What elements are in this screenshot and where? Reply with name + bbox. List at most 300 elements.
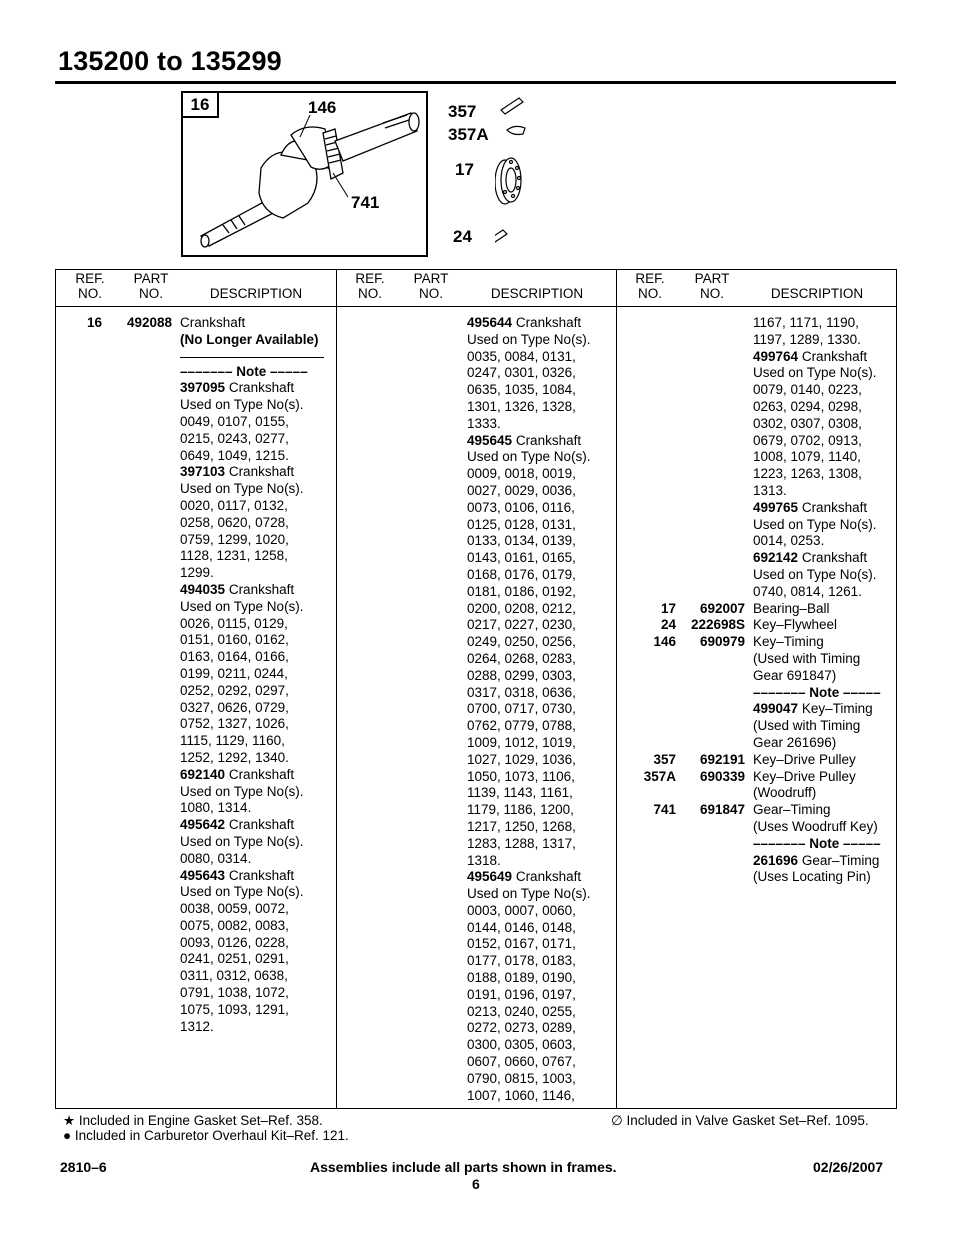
description-line xyxy=(467,433,591,450)
flywheel-key-icon xyxy=(495,230,507,242)
description-line xyxy=(180,1002,324,1019)
description-line xyxy=(753,399,881,416)
description-line xyxy=(467,735,591,752)
description-text: 1075, 1093, 1291, xyxy=(180,1001,289,1017)
description-text: 0213, 0240, 0255, xyxy=(467,1003,576,1019)
description-text: Crankshaft xyxy=(512,432,582,448)
description-line xyxy=(753,382,881,399)
description-line xyxy=(467,1071,591,1088)
description-line xyxy=(753,617,881,634)
description-line xyxy=(753,701,881,718)
ball-bearing-icon xyxy=(495,158,521,204)
description-text: Gear–Timing xyxy=(753,802,831,818)
description-column-2 xyxy=(467,315,591,1104)
description-line xyxy=(180,532,324,549)
description-line xyxy=(180,448,324,465)
description-text: 0241, 0251, 0291, xyxy=(180,951,289,967)
description-line xyxy=(753,651,881,668)
description-text: (Uses Woodruff Key) xyxy=(753,818,878,834)
description-line xyxy=(467,567,591,584)
description-line xyxy=(753,769,881,786)
footnote-carburetor-kit: ● Included in Carburetor Overhaul Kit–Ref. 121. xyxy=(63,1128,349,1143)
description-line xyxy=(180,565,324,582)
footnote-engine-gasket: ★ Included in Engine Gasket Set–Ref. 358. xyxy=(63,1113,323,1128)
alternate-part-number: 499764 xyxy=(753,348,799,364)
description-line xyxy=(467,785,591,802)
description-text: 0635, 1035, 1084, xyxy=(467,382,576,398)
description-line xyxy=(753,685,881,702)
description-line xyxy=(180,716,324,733)
description-text: 0252, 0292, 0297, xyxy=(180,682,289,698)
description-line xyxy=(467,718,591,735)
description-line xyxy=(467,483,591,500)
description-line xyxy=(180,968,324,985)
description-text: 0759, 1299, 1020, xyxy=(180,531,289,547)
description-text: Key–Timing xyxy=(798,701,873,717)
description-column-1 xyxy=(180,315,324,1035)
crankshaft-illustration-frame xyxy=(181,91,428,257)
header-part: PART NO. xyxy=(413,271,449,301)
description-line xyxy=(753,332,881,349)
description-text: 0073, 0106, 0116, xyxy=(467,499,575,515)
description-text: 0199, 0211, 0244, xyxy=(180,665,288,681)
alternate-part-number: 495645 xyxy=(467,432,513,448)
description-text: 0288, 0299, 0303, xyxy=(467,667,576,683)
description-line xyxy=(180,901,324,918)
description-text: 1313. xyxy=(753,482,787,498)
description-line xyxy=(467,1020,591,1037)
description-text: Crankshaft xyxy=(180,315,246,330)
description-line xyxy=(180,481,324,498)
description-line xyxy=(467,517,591,534)
description-text: Crankshaft xyxy=(512,869,582,885)
description-text: Used on Type No(s). xyxy=(467,449,591,465)
description-text: 1299. xyxy=(180,565,214,581)
description-line xyxy=(467,601,591,618)
description-text: Crankshaft xyxy=(225,867,295,883)
description-text: 1318. xyxy=(467,852,501,868)
part-number: 692191 xyxy=(699,751,745,767)
description-line xyxy=(753,869,881,886)
description-line xyxy=(180,464,324,481)
column-divider-2 xyxy=(616,270,617,1108)
description-line xyxy=(467,936,591,953)
description-text: 1115, 1129, 1160, xyxy=(180,733,285,749)
description-text: 0317, 0318, 0636, xyxy=(467,684,576,700)
description-line xyxy=(467,819,591,836)
description-line xyxy=(753,449,881,466)
ref-number: 357 xyxy=(653,751,676,767)
part-number: 492088 xyxy=(126,315,172,330)
description-line xyxy=(753,500,881,517)
description-line xyxy=(467,668,591,685)
description-text: Crankshaft xyxy=(512,315,582,330)
description-line xyxy=(753,785,881,802)
description-text: 0247, 0301, 0326, xyxy=(467,365,576,381)
description-line xyxy=(180,414,324,431)
description-text: 1128, 1231, 1258, xyxy=(180,548,288,564)
description-text: 0191, 0196, 0197, xyxy=(467,986,576,1002)
description-text: 0163, 0164, 0166, xyxy=(180,649,289,665)
description-line xyxy=(180,817,324,834)
description-text: Key–Flywheel xyxy=(753,617,838,633)
header-divider xyxy=(56,306,896,307)
description-text: 0249, 0250, 0256, xyxy=(467,634,576,650)
alternate-part-number: 499047 xyxy=(753,701,799,717)
description-line xyxy=(180,784,324,801)
description-line xyxy=(467,399,591,416)
description-line xyxy=(467,315,591,332)
description-text: (Uses Locating Pin) xyxy=(753,869,871,885)
description-line xyxy=(467,953,591,970)
description-line xyxy=(180,632,324,649)
description-text: Key–Timing xyxy=(753,634,824,650)
description-line xyxy=(753,433,881,450)
description-text: 0181, 0186, 0192, xyxy=(467,583,576,599)
description-text: 0188, 0189, 0190, xyxy=(467,970,576,986)
parts-table xyxy=(55,269,897,1109)
callout-357a: 357A xyxy=(448,125,489,144)
footer-note: Assemblies include all parts shown in frames. xyxy=(310,1159,617,1175)
alternate-part-number: 495642 xyxy=(180,817,226,833)
alternate-part-number: 261696 xyxy=(753,852,799,868)
description-text: Crankshaft xyxy=(798,550,868,566)
description-text: 0327, 0626, 0729, xyxy=(180,699,289,715)
description-text: 0752, 1327, 1026, xyxy=(180,716,289,732)
description-text: 0125, 0128, 0131, xyxy=(467,516,576,532)
description-line xyxy=(753,483,881,500)
description-text: 1007, 1060, 1146, xyxy=(467,1087,575,1103)
description-line xyxy=(180,1019,324,1036)
description-line xyxy=(753,836,881,853)
description-text: Used on Type No(s). xyxy=(467,886,591,902)
description-line xyxy=(467,701,591,718)
description-text: 0143, 0161, 0165, xyxy=(467,550,576,566)
description-text: 0075, 0082, 0083, xyxy=(180,917,289,933)
description-text: 1333. xyxy=(467,415,501,431)
description-line xyxy=(467,970,591,987)
description-text: 1223, 1263, 1308, xyxy=(753,466,862,482)
description-text: Used on Type No(s). xyxy=(753,566,877,582)
note-label: ––––––– Note ––––– xyxy=(753,835,881,851)
description-text: 1050, 1073, 1106, xyxy=(467,768,575,784)
description-line xyxy=(180,868,324,885)
description-line xyxy=(467,365,591,382)
description-text: 0009, 0018, 0019, xyxy=(467,466,576,482)
description-text: 0177, 0178, 0183, xyxy=(467,953,576,969)
description-text: 0217, 0227, 0230, xyxy=(467,617,576,633)
description-line xyxy=(180,951,324,968)
description-line xyxy=(753,349,881,366)
ref-number: 146 xyxy=(653,634,676,650)
description-text: Gear–Timing xyxy=(798,852,880,868)
description-text: Bearing–Ball xyxy=(753,600,830,616)
description-line xyxy=(180,332,324,349)
description-text: 1197, 1289, 1330. xyxy=(753,331,861,347)
description-line xyxy=(467,903,591,920)
description-line xyxy=(753,819,881,836)
description-text: 0080, 0314. xyxy=(180,850,252,866)
description-text: 0151, 0160, 0162, xyxy=(180,632,289,648)
description-line xyxy=(180,649,324,666)
description-text: 0258, 0620, 0728, xyxy=(180,514,289,530)
description-text: Used on Type No(s). xyxy=(180,481,304,497)
description-text: Crankshaft xyxy=(225,766,295,782)
description-line xyxy=(467,617,591,634)
description-line xyxy=(467,752,591,769)
description-text: 1080, 1314. xyxy=(180,800,252,816)
description-text: 0144, 0146, 0148, xyxy=(467,919,576,935)
description-text: 0049, 0107, 0155, xyxy=(180,413,289,429)
description-text: 1217, 1250, 1268, xyxy=(467,818,576,834)
description-text: 0762, 0779, 0788, xyxy=(467,718,576,734)
part-number: 690979 xyxy=(699,634,745,650)
header-description: DESCRIPTION xyxy=(490,286,584,301)
description-text: Used on Type No(s). xyxy=(753,365,877,381)
description-line xyxy=(180,515,324,532)
description-line xyxy=(467,1088,591,1105)
ref-number: 17 xyxy=(660,600,676,616)
description-text: Crankshaft xyxy=(225,581,295,597)
ref-number: 16 xyxy=(86,315,102,330)
description-text: Crankshaft xyxy=(798,499,868,515)
description-line xyxy=(753,802,881,819)
description-text: (Used with Timing xyxy=(753,718,861,734)
description-text: 1301, 1326, 1328, xyxy=(467,398,576,414)
description-text: (No Longer Available) xyxy=(180,331,319,347)
description-line xyxy=(180,548,324,565)
frame-number: 16 xyxy=(183,93,219,118)
description-text: 0649, 1049, 1215. xyxy=(180,447,289,463)
description-text: 0026, 0115, 0129, xyxy=(180,615,288,631)
description-line xyxy=(180,431,324,448)
description-line xyxy=(467,802,591,819)
description-text: Used on Type No(s). xyxy=(180,884,304,900)
description-line xyxy=(180,364,324,381)
description-text: 0133, 0134, 0139, xyxy=(467,533,576,549)
description-line xyxy=(180,935,324,952)
description-line xyxy=(753,601,881,618)
description-line xyxy=(180,599,324,616)
description-line xyxy=(180,750,324,767)
description-text: Key–Drive Pulley xyxy=(753,751,856,767)
description-line xyxy=(180,498,324,515)
header-ref: REF. NO. xyxy=(635,271,665,301)
description-line xyxy=(467,332,591,349)
description-line xyxy=(467,836,591,853)
description-line xyxy=(753,584,881,601)
header-part: PART NO. xyxy=(133,271,169,301)
description-text: 0003, 0007, 0060, xyxy=(467,902,576,918)
page-number: 6 xyxy=(472,1176,480,1192)
description-line xyxy=(180,666,324,683)
description-line xyxy=(467,920,591,937)
description-line xyxy=(467,634,591,651)
description-line xyxy=(467,584,591,601)
description-line xyxy=(180,851,324,868)
ref-number: 357A xyxy=(643,768,676,784)
description-text: 0038, 0059, 0072, xyxy=(180,901,289,917)
description-line xyxy=(753,315,881,332)
description-text: 0093, 0126, 0228, xyxy=(180,934,289,950)
description-text: (Used with Timing xyxy=(753,650,861,666)
description-text: Used on Type No(s). xyxy=(467,331,591,347)
description-text: 0302, 0307, 0308, xyxy=(753,415,862,431)
alternate-part-number: 494035 xyxy=(180,581,226,597)
description-line xyxy=(467,1037,591,1054)
callout-741: 741 xyxy=(351,193,380,212)
description-line xyxy=(180,683,324,700)
description-text: 1283, 1288, 1317, xyxy=(467,835,576,851)
description-text: 0215, 0243, 0277, xyxy=(180,430,289,446)
description-text: Gear 691847) xyxy=(753,667,837,683)
description-line xyxy=(180,834,324,851)
header-part: PART NO. xyxy=(694,271,730,301)
description-line xyxy=(753,365,881,382)
header-ref: REF. NO. xyxy=(355,271,385,301)
description-line xyxy=(467,349,591,366)
description-text: 0264, 0268, 0283, xyxy=(467,650,576,666)
description-line xyxy=(467,987,591,1004)
description-text: 0311, 0312, 0638, xyxy=(180,968,288,984)
description-line xyxy=(753,634,881,651)
description-text: 1179, 1186, 1200, xyxy=(467,802,574,818)
description-line xyxy=(467,651,591,668)
description-text: Used on Type No(s). xyxy=(180,598,304,614)
header-description: DESCRIPTION xyxy=(209,286,303,301)
drive-pulley-key-icon xyxy=(501,98,523,114)
description-line xyxy=(467,769,591,786)
description-line xyxy=(180,918,324,935)
description-line xyxy=(753,752,881,769)
description-line xyxy=(753,466,881,483)
description-text: 0200, 0208, 0212, xyxy=(467,600,576,616)
description-line xyxy=(467,685,591,702)
description-text: 0790, 0815, 1003, xyxy=(467,1070,576,1086)
description-text: 0740, 0814, 1261. xyxy=(753,583,862,599)
description-text: Used on Type No(s). xyxy=(753,516,877,532)
description-text: Crankshaft xyxy=(225,464,295,480)
description-line xyxy=(467,449,591,466)
description-line xyxy=(180,733,324,750)
description-line xyxy=(753,550,881,567)
header-description: DESCRIPTION xyxy=(770,286,864,301)
part-number: 690339 xyxy=(699,768,745,784)
header-ref: REF. NO. xyxy=(75,271,105,301)
description-text: Crankshaft xyxy=(225,817,295,833)
description-text: Used on Type No(s). xyxy=(180,397,304,413)
alternate-part-number: 495644 xyxy=(467,315,513,330)
description-text: 0020, 0117, 0132, xyxy=(180,497,288,513)
alternate-part-number: 692140 xyxy=(180,766,226,782)
description-line xyxy=(180,582,324,599)
description-line xyxy=(467,853,591,870)
description-text: Crankshaft xyxy=(225,380,295,396)
description-line xyxy=(467,1054,591,1071)
description-text: 0679, 0702, 0913, xyxy=(753,432,862,448)
description-text: 0300, 0305, 0603, xyxy=(467,1037,576,1053)
alternate-part-number: 495643 xyxy=(180,867,226,883)
part-number: 692007 xyxy=(699,600,745,616)
callout-357: 357 xyxy=(448,102,477,121)
description-line xyxy=(180,616,324,633)
description-text: 0035, 0084, 0131, xyxy=(467,348,576,364)
description-line xyxy=(180,315,324,332)
part-number: 691847 xyxy=(699,802,745,818)
alternate-part-number: 495649 xyxy=(467,869,513,885)
description-text: 0027, 0029, 0036, xyxy=(467,482,576,498)
description-text: 1167, 1171, 1190, xyxy=(753,315,859,330)
description-line xyxy=(753,533,881,550)
crankshaft-drawing xyxy=(183,93,426,255)
description-line xyxy=(180,884,324,901)
description-text: Gear 261696) xyxy=(753,734,837,750)
description-line xyxy=(753,735,881,752)
description-line xyxy=(753,668,881,685)
footnote-valve-gasket: ∅ Included in Valve Gasket Set–Ref. 1095. xyxy=(611,1113,869,1128)
title-rule xyxy=(55,81,896,84)
alternate-part-number: 397103 xyxy=(180,464,226,480)
description-text: 1009, 1012, 1019, xyxy=(467,734,576,750)
description-text: 1252, 1292, 1340. xyxy=(180,749,289,765)
separator-line xyxy=(180,357,324,358)
description-text: 1008, 1079, 1140, xyxy=(753,449,861,465)
description-text: 0607, 0660, 0767, xyxy=(467,1054,576,1070)
description-text: Key–Drive Pulley xyxy=(753,768,856,784)
description-text: 0700, 0717, 0730, xyxy=(467,701,576,717)
description-line xyxy=(180,380,324,397)
description-line xyxy=(467,869,591,886)
description-line xyxy=(753,517,881,534)
description-text: 0152, 0167, 0171, xyxy=(467,936,576,952)
description-line xyxy=(467,886,591,903)
description-text: 1312. xyxy=(180,1018,214,1034)
description-line xyxy=(467,416,591,433)
description-text: 1027, 1029, 1036, xyxy=(467,751,576,767)
callout-24: 24 xyxy=(453,227,472,246)
description-text: 1139, 1143, 1161, xyxy=(467,785,573,801)
description-line xyxy=(467,466,591,483)
description-text: 0272, 0273, 0289, xyxy=(467,1020,576,1036)
description-text: Crankshaft xyxy=(798,348,868,364)
note-label: ––––––– Note ––––– xyxy=(180,363,308,379)
description-text: Used on Type No(s). xyxy=(180,783,304,799)
description-line xyxy=(753,416,881,433)
description-line xyxy=(753,853,881,870)
description-text: 0791, 1038, 1072, xyxy=(180,985,289,1001)
description-line xyxy=(467,382,591,399)
description-line xyxy=(467,1004,591,1021)
document-number: 2810–6 xyxy=(60,1159,107,1175)
description-line xyxy=(467,550,591,567)
description-line xyxy=(180,800,324,817)
part-number: 222698S xyxy=(690,617,745,633)
description-text: 0168, 0176, 0179, xyxy=(467,566,576,582)
description-line xyxy=(753,718,881,735)
note-label: ––––––– Note ––––– xyxy=(753,684,881,700)
column-divider-1 xyxy=(336,270,337,1108)
description-text: 0263, 0294, 0298, xyxy=(753,398,862,414)
description-text: 0014, 0253. xyxy=(753,533,825,549)
description-line xyxy=(180,397,324,414)
callout-146: 146 xyxy=(308,98,337,117)
description-column-3 xyxy=(753,315,881,886)
description-line xyxy=(180,700,324,717)
page-title: 135200 to 135299 xyxy=(58,46,282,76)
alternate-part-number: 397095 xyxy=(180,380,226,396)
alternate-part-number: 692142 xyxy=(753,550,799,566)
ref-number: 741 xyxy=(653,802,676,818)
